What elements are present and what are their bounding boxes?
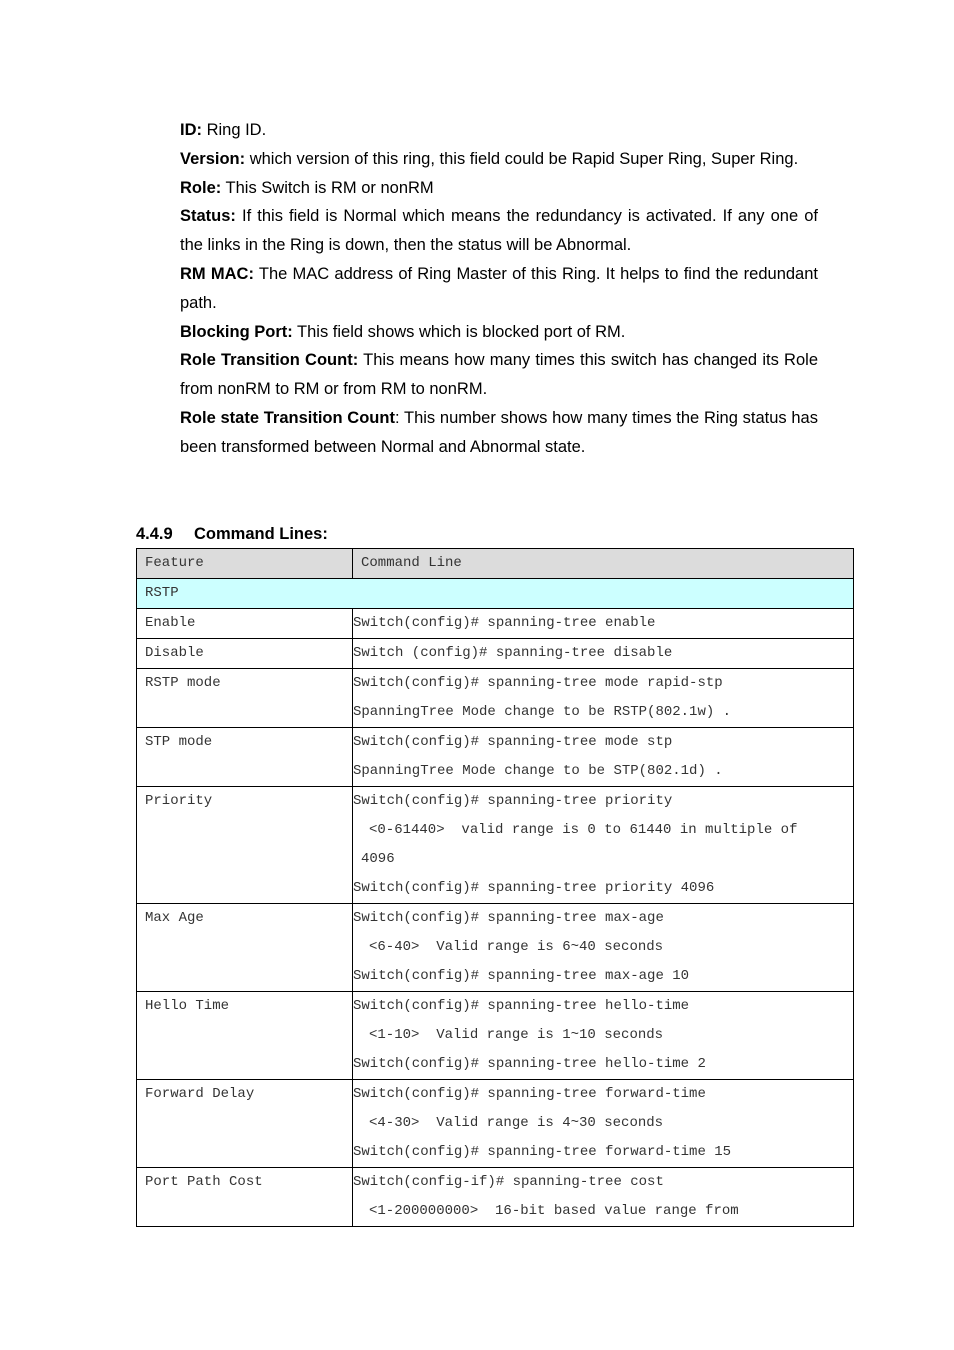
command-line: Switch(config)# spanning-tree priority — [353, 793, 673, 809]
definition-id: ID: Ring ID. — [180, 121, 267, 139]
feature-cell: Enable — [145, 615, 196, 631]
command-lines-table — [136, 548, 854, 1227]
command-line: Switch(config)# spanning-tree mode rapid-stp — [353, 675, 723, 691]
table-row — [137, 639, 854, 669]
table-row — [137, 728, 854, 787]
header-feature: Feature — [137, 549, 353, 579]
definition-status: Status: If this field is Normal which means the redundancy is activated. If any one of the links in the Ring is down, then the status will be Abnormal. — [180, 207, 818, 255]
command-help: <1-10> Valid range is 1~10 seconds — [369, 1027, 664, 1043]
header-command-line: Command Line — [353, 549, 854, 579]
command-line: Switch(config)# spanning-tree mode stp — [353, 734, 673, 750]
command-line: Switch(config)# spanning-tree max-age 10 — [353, 968, 690, 984]
command-line: Switch(config)# spanning-tree forward-time 15 — [353, 1144, 732, 1160]
definition-role: Role: This Switch is RM or nonRM — [180, 178, 434, 197]
feature-cell: Priority — [145, 793, 213, 809]
feature-cell: RSTP mode — [145, 675, 221, 691]
feature-cell: Hello Time — [145, 998, 230, 1014]
group-rstp: RSTP — [137, 579, 854, 609]
section-number: 4.4.9 — [136, 525, 173, 543]
definition-rm-mac: RM MAC: The MAC address of Ring Master of this Ring. It helps to find the redundant path. — [180, 264, 818, 312]
definition-role-state-transition-count: Role state Transition Count: This number shows how many times the Ring status has been transformed between Normal and Abnormal state. — [180, 408, 818, 456]
command-line: Switch(config)# spanning-tree enable — [353, 615, 656, 631]
table-row — [137, 1168, 854, 1227]
command-line: Switch(config)# spanning-tree hello-time 2 — [353, 1056, 706, 1072]
command-help: <6-40> Valid range is 6~40 seconds — [369, 939, 664, 955]
table-row — [137, 904, 854, 992]
table-row — [137, 787, 854, 904]
field-definitions — [180, 116, 818, 462]
definition-version: Version: which version of this ring, this field could be Rapid Super Ring, Super Ring. — [180, 149, 799, 168]
command-line: Switch(config-if)# spanning-tree cost — [353, 1174, 664, 1190]
definition-blocking-port: Blocking Port: This field shows which is blocked port of RM. — [180, 322, 626, 341]
feature-cell: Port Path Cost — [145, 1174, 263, 1190]
table-header-row — [137, 549, 854, 579]
feature-cell: Disable — [145, 645, 204, 661]
table-row — [137, 609, 854, 639]
command-line: Switch (config)# spanning-tree disable — [353, 645, 673, 661]
command-line: Switch(config)# spanning-tree hello-time — [353, 998, 690, 1014]
table-row — [137, 669, 854, 728]
command-output: SpanningTree Mode change to be RSTP(802.1w) . — [353, 704, 732, 720]
table-row — [137, 992, 854, 1080]
command-line: Switch(config)# spanning-tree forward-time — [353, 1086, 706, 1102]
table-group-row — [137, 579, 854, 609]
command-help: <4-30> Valid range is 4~30 seconds — [369, 1115, 664, 1131]
command-line: Switch(config)# spanning-tree priority 4096 — [353, 880, 715, 896]
command-help: <0-61440> valid range is 0 to 61440 in multiple of — [369, 822, 798, 838]
table-row — [137, 1080, 854, 1168]
feature-cell: STP mode — [145, 734, 213, 750]
command-help: <1-200000000> 16-bit based value range from — [369, 1203, 739, 1219]
feature-cell: Max Age — [145, 910, 204, 926]
feature-cell: Forward Delay — [145, 1086, 255, 1102]
command-output: SpanningTree Mode change to be STP(802.1d) . — [353, 763, 723, 779]
definition-role-transition-count: Role Transition Count: This means how many times this switch has changed its Role from nonRM to RM or from RM to nonRM. — [180, 351, 818, 399]
section-title: Command Lines: — [194, 525, 328, 543]
section-heading — [136, 520, 328, 548]
command-line: Switch(config)# spanning-tree max-age — [353, 910, 664, 926]
command-help: 4096 — [361, 851, 395, 867]
